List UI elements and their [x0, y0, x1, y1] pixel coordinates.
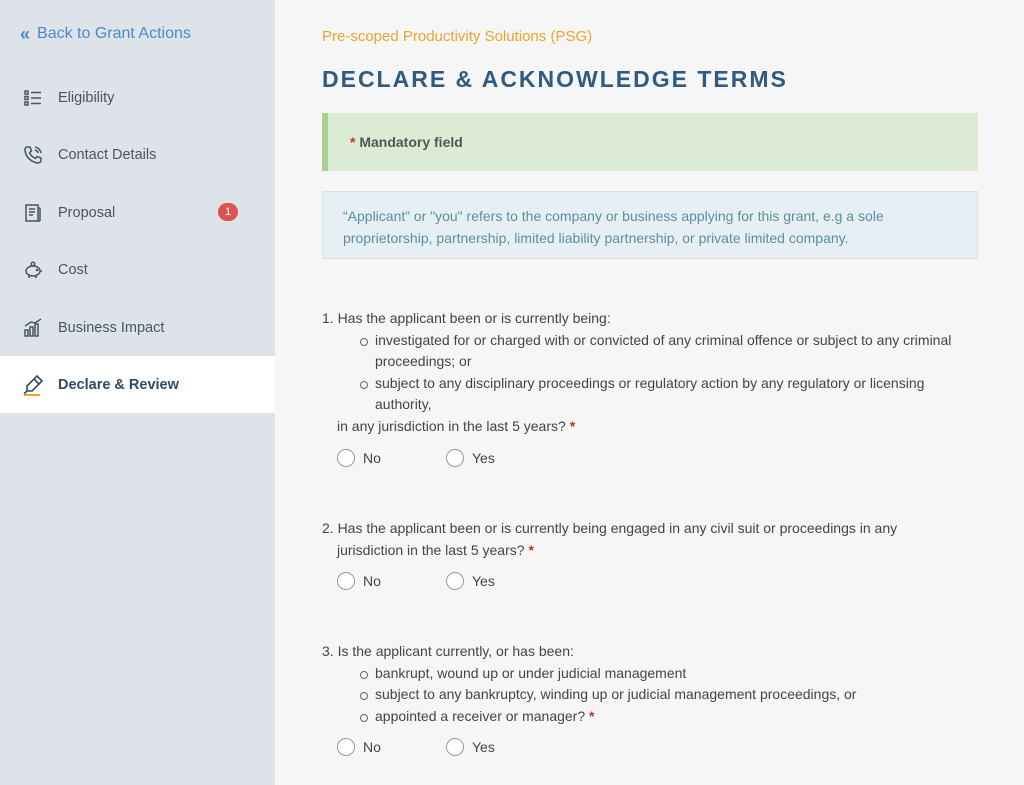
- sidebar-item-declare-review[interactable]: [0, 356, 275, 413]
- radio-yes[interactable]: Yes: [446, 738, 555, 756]
- sidebar-item-label: Contact Details: [58, 146, 157, 163]
- applicant-definition-info: “Applicant” or "you" refers to the company or business applying for this grant, e.g a sole proprietorship, partnership, limited liability partnership, or private limited company.: [322, 191, 978, 259]
- sidebar: [0, 0, 275, 785]
- radio-circle[interactable]: [446, 572, 464, 590]
- back-to-grant-actions-link[interactable]: [20, 22, 191, 46]
- required-asterisk: *: [350, 134, 356, 150]
- radio-yes[interactable]: Yes: [446, 572, 555, 590]
- list-item: subject to any disciplinary proceedings or regulatory action by any regulatory or licensing authority,: [360, 373, 978, 416]
- mandatory-label: Mandatory field: [359, 134, 463, 150]
- sidebar-item-label: Eligibility: [58, 89, 115, 106]
- sidebar-item-label: Proposal: [58, 204, 116, 221]
- radio-yes[interactable]: Yes: [446, 449, 555, 467]
- radio-no[interactable]: No: [337, 738, 446, 756]
- sidebar-item-cost[interactable]: [0, 241, 275, 298]
- radio-circle[interactable]: [446, 449, 464, 467]
- sidebar-item-contact-details[interactable]: [0, 126, 275, 183]
- sidebar-item-label: Business Impact: [58, 319, 165, 336]
- page-title: DECLARE & ACKNOWLEDGE TERMS: [322, 66, 788, 92]
- question-2-options: [337, 572, 555, 590]
- question-2: [322, 518, 978, 561]
- question-text: 1. Has the applicant been or is currently being:: [322, 310, 611, 326]
- grant-subtitle: Pre-scoped Productivity Solutions (PSG): [322, 28, 593, 45]
- bar-chart-icon: [22, 317, 44, 339]
- radio-no[interactable]: No: [337, 572, 446, 590]
- sidebar-item-business-impact[interactable]: [0, 299, 275, 356]
- sidebar-item-eligibility[interactable]: [0, 69, 275, 126]
- question-text: 3. Is the applicant currently, or has been:: [322, 643, 574, 659]
- radio-no[interactable]: No: [337, 449, 446, 467]
- pen-icon: [22, 374, 44, 396]
- notification-badge: 1: [218, 203, 238, 221]
- phone-icon: [22, 144, 44, 166]
- question-text: 2. Has the applicant been or is currently being engaged in any civil suit or proceedings in any: [322, 520, 898, 536]
- mandatory-field-notice: [322, 113, 978, 171]
- question-1: [322, 308, 978, 437]
- list-item: investigated for or charged with or convicted of any criminal offence or subject to any criminal proceedings; or: [360, 330, 978, 373]
- list-item: bankrupt, wound up or under judicial management: [360, 663, 978, 685]
- question-1-options: [337, 449, 555, 467]
- radio-circle[interactable]: [337, 738, 355, 756]
- sidebar-item-label: Cost: [58, 261, 88, 278]
- question-3-options: [337, 738, 555, 756]
- document-icon: [22, 202, 44, 224]
- list-icon: [22, 87, 44, 109]
- sidebar-item-label: Declare & Review: [58, 376, 179, 393]
- question-3: [322, 641, 978, 727]
- question-closing: jurisdiction in the last 5 years? *: [337, 541, 534, 558]
- radio-circle[interactable]: [446, 738, 464, 756]
- back-link-label: Back to Grant Actions: [37, 25, 191, 42]
- list-item: appointed a receiver or manager? *: [360, 706, 978, 728]
- piggy-bank-icon: [22, 259, 44, 281]
- radio-circle[interactable]: [337, 449, 355, 467]
- question-closing: in any jurisdiction in the last 5 years? *: [337, 417, 576, 434]
- double-chevron-left-icon: «: [20, 23, 28, 44]
- list-item: subject to any bankruptcy, winding up or judicial management proceedings, or: [360, 684, 978, 706]
- sidebar-item-proposal[interactable]: [0, 184, 275, 241]
- radio-circle[interactable]: [337, 572, 355, 590]
